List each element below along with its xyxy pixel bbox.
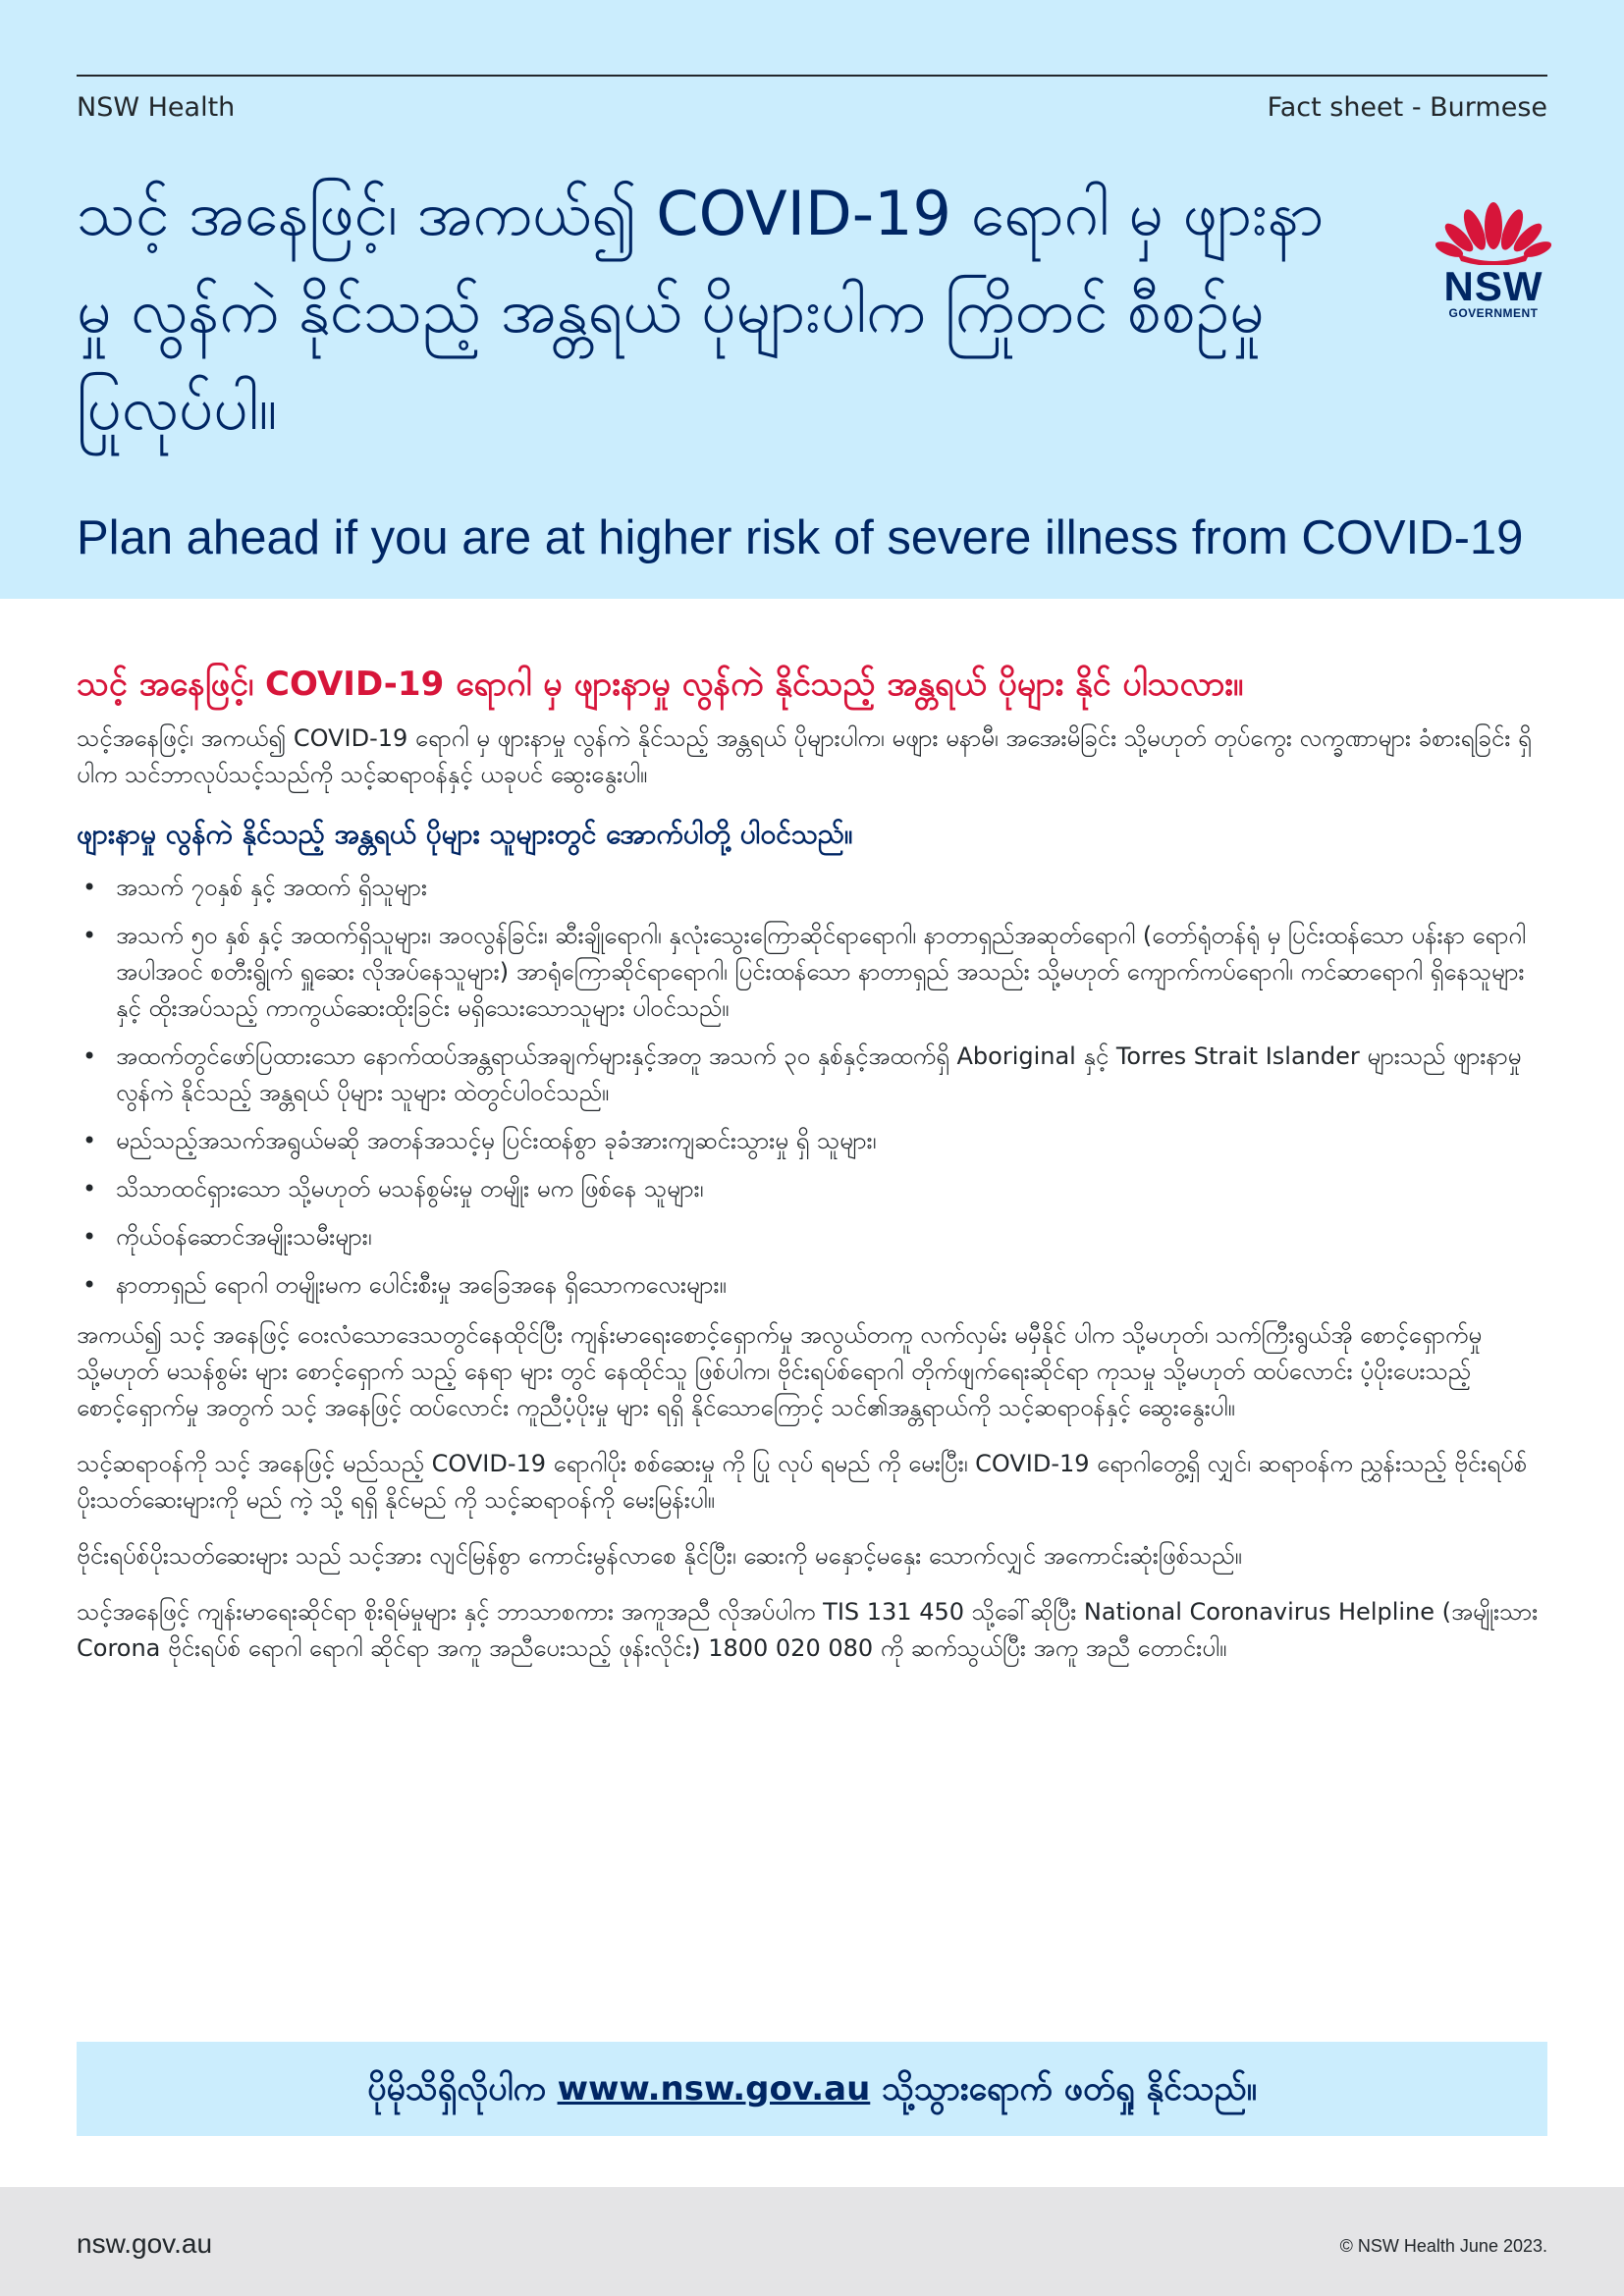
antiviral-paragraph: ဗိုင်းရပ်စ်ပိုးသတ်ဆေးများ သည် သင့်အား လျင်မြန်စွာ ကောင်းမွန်လာစေ နိုင်ပြီး၊ ဆေးကို မနှောင့်မနှေး သောက်လျှင် အကောင်းဆုံးဖြစ်သည်။ <box>77 1542 1242 1570</box>
list-item: • ကိုယ်ဝန်ဆောင်အမျိုးသမီးများ၊ <box>82 1223 372 1251</box>
fact-sheet-label: Fact sheet - Burmese <box>1267 92 1547 123</box>
copyright-notice: © NSW Health June 2023. <box>1339 2236 1547 2256</box>
list-item: • အထက်တွင်ဖော်ပြထားသော နောက်ထပ်အန္တရာယ်အချက်များနှင့်အတူ အသက် ၃၀ နှစ်နှင့်အထက်ရှိ Aboriginal နှင့် Torres Strait Islander များသည် ဖျားနာမှု လွန်ကဲ နိုင်သည့် အန္တရယ် ပိုများ သူများ ထဲတွင်ပါဝင်သည်။ <box>82 1042 1522 1106</box>
list-item: • အသက် ၇၀နှစ် နှင့် အထက် ရှိသူများ <box>82 874 428 901</box>
list-item: • သိသာထင်ရှားသော သို့မဟုတ် မသန်စွမ်းမှု တမျိုး မက ဖြစ်နေ သူများ၊ <box>82 1175 704 1202</box>
page-title: သင့် အနေဖြင့်၊ အကယ်၍ COVID-19 ရောဂါ မှ ဖျားနာမှု လွန်ကဲ နိုင်သည့် အန္တရယ် ပိုများပါက ကြိုတင် စီစဉ်မှု ပြုလုပ်ပါ။ <box>77 178 1325 444</box>
top-rule <box>77 75 1547 77</box>
intro-paragraph: သင့်အနေဖြင့်၊ အကယ်၍ COVID-19 ရောဂါ မှ ဖျားနာမှု လွန်ကဲ နိုင်သည့် အန္တရယ် ပိုများပါက၊ မဖျား မနာမီ၊ အအေးမိခြင်း သို့မဟုတ် တုပ်ကွေး လက္ခဏာများ ခံစားရခြင်း ရှိပါက သင်ဘာလုပ်သင့်သည်ကို သင့်ဆရာဝန်နှင့် ယခုပင် ဆွေးနွေးပါ။ <box>77 724 1532 788</box>
nsw-website-link[interactable]: www.nsw.gov.au <box>557 2069 871 2109</box>
risk-list <box>77 870 1547 1304</box>
main-content <box>77 658 1547 1686</box>
section-heading: သင့် အနေဖြင့်၊ COVID-19 ရောဂါ မှ ဖျားနာမှု လွန်ကဲ နိုင်သည့် အန္တရယ် ပိုများ နိုင် ပါသလား။ <box>77 665 1244 704</box>
footer <box>0 2187 1624 2296</box>
logo-subtitle: GOVERNMENT <box>1448 306 1539 320</box>
list-item: • နာတာရှည် ရောဂါ တမျိုးမက ပေါင်းစီးမှု အခြေအနေ ရှိသောကလေးများ။ <box>82 1271 727 1299</box>
helpline-paragraph: သင့်အနေဖြင့် ကျန်းမာရေးဆိုင်ရာ စိုးရိမ်မှုများ နှင့် ဘာသာစကား အကူအညီ လိုအပ်ပါက TIS 131 450 သို့ခေါ်ဆိုပြီး National Coronavirus Helpline (အမျိုးသား Corona ဗိုင်းရပ်စ် ရောဂါ ရောဂါ ဆိုင်ရာ အကူ အညီပေးသည့် ဖုန်းလိုင်း) 1800 020 080 ကို ဆက်သွယ်ပြီး အကူ အညီ တောင်းပါ။ <box>77 1598 1539 1662</box>
cta-text-after: သို့သွားရောက် ဖတ်ရှု နိုင်သည်။ <box>870 2069 1257 2109</box>
remote-care-paragraph: အကယ်၍ သင့် အနေဖြင့် ဝေးလံသောဒေသတွင်နေထိုင်ပြီး ကျန်းမာရေးစောင့်ရှောက်မှု အလွယ်တကူ လက်လှမ်း မမှီနိုင် ပါက သို့မဟုတ်၊ သက်ကြီးရွယ်အို စောင့်ရှောက်မှု သို့မဟုတ် မသန်စွမ်း များ စောင့်ရှောက် သည့် နေရာ များ တွင် နေထိုင်သူ ဖြစ်ပါက၊ ဗိုင်းရပ်စ်ရောဂါ တိုက်ဖျက်ရေးဆိုင်ရာ ကုသမှု သို့မဟုတ် ထပ်လောင်း ပံ့ပိုးပေးသည့် စောင့်ရှောက်မှု အတွက် သင့် အနေဖြင့် ထပ်လောင်း ကူညီပံ့ပိုးမှု များ ရရှိ နိုင်သောကြောင့် သင်၏အန္တရာယ်ကို သင့်ဆရာဝန်နှင့် ဆွေးနွေးပါ။ <box>77 1321 1483 1421</box>
page-subtitle: Plan ahead if you are at higher risk of severe illness from COVID-19 <box>77 511 1524 564</box>
nsw-government-logo <box>1435 196 1551 324</box>
list-item: • အသက် ၅၀ နှစ် နှင့် အထက်ရှိသူများ၊ အဝလွန်ခြင်း၊ ဆီးချိုရောဂါ၊ နှလုံးသွေးကြောဆိုင်ရာရောဂါ၊ နာတာရှည်အဆုတ်ရောဂါ (တော်ရုံတန်ရုံ မှ ပြင်းထန်သော ပန်းနာ ရောဂါ အပါအဝင် စတီးရွိုက် ရှူဆေး လိုအပ်နေသူများ) အာရုံကြောဆိုင်ရာရောဂါ၊ ပြင်းထန်သော နာတာရှည် အသည်း သို့မဟုတ် ကျောက်ကပ်ရောဂါ၊ ကင်ဆာရောဂါ ရှိနေသူများ နှင့် ထိုးအပ်သည့် ကာကွယ်ဆေးထိုးခြင်း မရှိသေးသောသူများ ပါဝင်သည်။ <box>82 922 1527 1022</box>
organisation-label: NSW Health <box>77 92 236 123</box>
risk-heading: ဖျားနာမှု လွန်ကဲ နိုင်သည့် အန္တရယ် ပိုများ သူများတွင် အောက်ပါတို့ ပါဝင်သည်။ <box>77 818 853 850</box>
logo-wordmark: NSW <box>1443 263 1543 309</box>
cta-text-before: ပိုမိုသိရှိလိုပါက <box>367 2069 558 2109</box>
footer-url-link[interactable]: nsw.gov.au <box>77 2228 213 2259</box>
testing-paragraph: သင့်ဆရာဝန်ကို သင့် အနေဖြင့် မည်သည့် COVID-19 ရောဂါပိုး စစ်ဆေးမှု ကို ပြု လုပ် ရမည် ကို မေးပြီး၊ COVID-19 ရောဂါတွေ့ရှိ လျှင်၊ ဆရာဝန်က ညွှန်းသည့် ဗိုင်းရပ်စ်ပိုးသတ်ဆေးများကို မည် ကဲ့ သို့ ရရှိ နိုင်မည် ကို သင့်ဆရာဝန်ကို မေးမြန်းပါ။ <box>77 1450 1528 1514</box>
waratah-flower-icon <box>1435 196 1551 265</box>
header-banner <box>0 0 1624 599</box>
more-info-banner <box>77 2042 1547 2136</box>
list-item: • မည်သည့်အသက်အရွယ်မဆို အတန်အသင့်မှ ပြင်းထန်စွာ ခုခံအားကျဆင်းသွားမှု ရှိ သူများ၊ <box>82 1127 877 1154</box>
